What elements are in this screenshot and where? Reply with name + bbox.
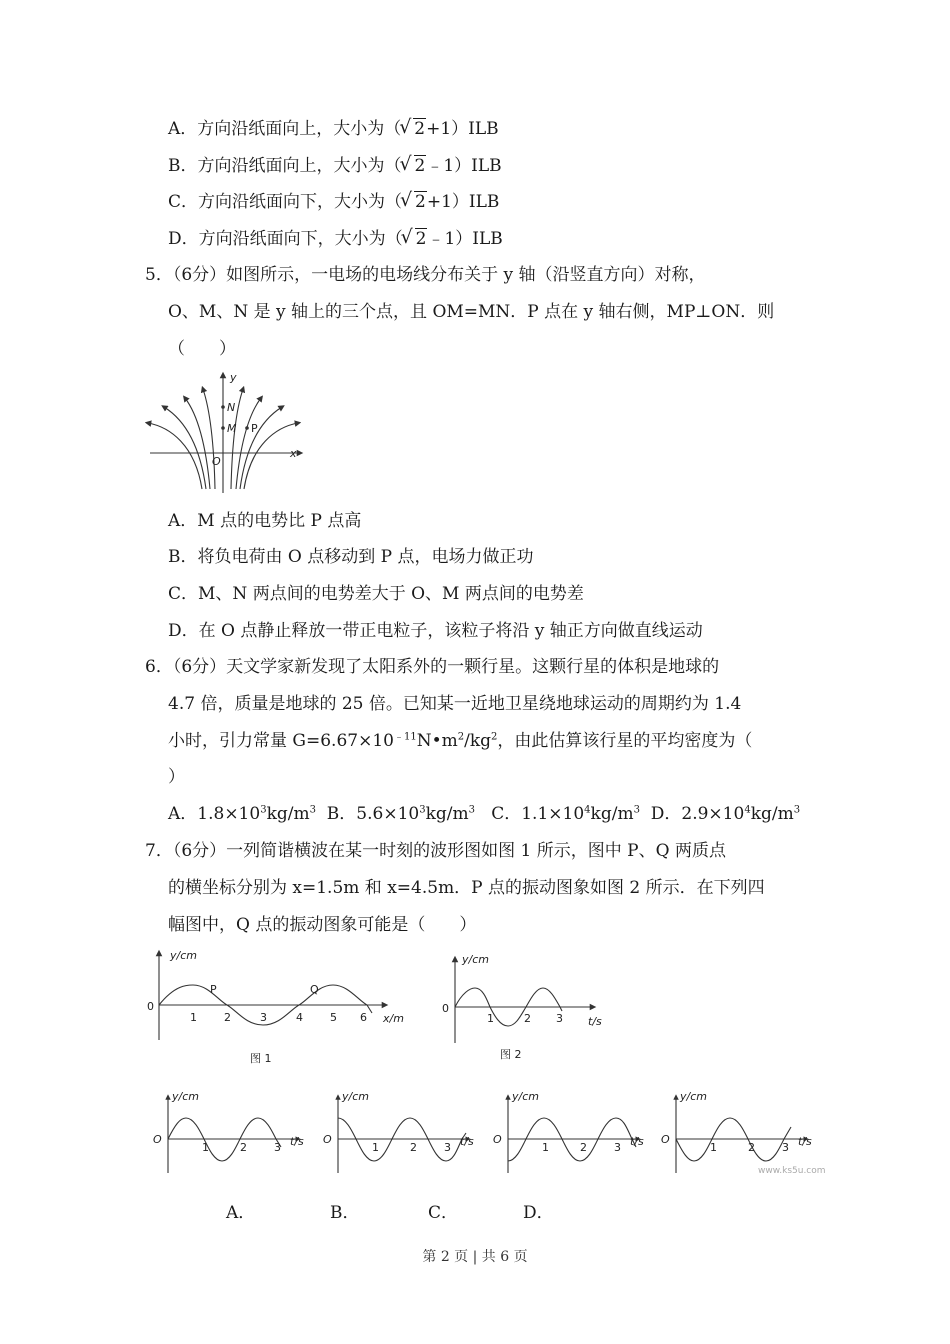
svg-text:1: 1 — [542, 1141, 549, 1154]
q6-option-a: A．$1.8\times 10^3kg/m^3$ — [168, 804, 316, 824]
svg-text:x/m: x/m — [383, 1012, 404, 1025]
svg-text:y: y — [230, 371, 237, 384]
svg-text:t/s: t/s — [588, 1015, 602, 1028]
vibration-figure-2 — [430, 945, 610, 1070]
svg-text:图 1: 图 1 — [250, 1052, 272, 1065]
svg-text:x: x — [290, 447, 297, 460]
svg-text:2: 2 — [524, 1012, 531, 1025]
electric-field-figure — [140, 365, 320, 500]
q6-option-b: B．$5.6\times 10^3kg/m^3$ — [326, 804, 475, 824]
svg-text:y/cm: y/cm — [342, 1090, 369, 1103]
svg-text:y/cm: y/cm — [680, 1090, 707, 1103]
q4-option-c: C．方向沿纸面向下，大小为（ √ 2+1）ILB — [168, 191, 499, 213]
sqrt-symbol: √ 2 — [402, 155, 427, 177]
svg-text:O: O — [493, 1133, 502, 1146]
q7-stem-line1: 7．（6分）一列简谐横波在某一时刻的波形图如图 1 所示，图中 P、Q 两质点 — [145, 841, 726, 861]
q7-stem-line2: 的横坐标分别为 x=1.5m 和 x=4.5m．P 点的振动图象如图 2 所示．在下列四 — [168, 878, 765, 898]
svg-text:3: 3 — [274, 1141, 281, 1154]
q5-stem-line1: 5．（6分）如图所示，一电场的电场线分布关于 y 轴（沿竖直方向）对称， — [145, 265, 706, 285]
svg-text:1: 1 — [372, 1141, 379, 1154]
q7-stem-line3: 幅图中，Q 点的振动图象可能是（ ） — [168, 915, 477, 935]
q7-choice-c-label: C． — [428, 1203, 459, 1223]
svg-text:t/s: t/s — [290, 1135, 304, 1148]
q6-stem-line4: ） — [168, 767, 185, 787]
q6-stem-line3: 小时，引力常量 $G=6.67\times 10^{﹣11}N•m^2/kg^2$，由此估算该行星的平均密度为（ — [168, 731, 753, 751]
wave-figure-1 — [140, 945, 420, 1070]
svg-text:O: O — [661, 1133, 670, 1146]
svg-text:2: 2 — [748, 1141, 755, 1154]
svg-text:2: 2 — [240, 1141, 247, 1154]
answer-graphs — [150, 1085, 840, 1180]
svg-text:O: O — [212, 455, 221, 468]
q7-choice-b-label: B． — [330, 1203, 360, 1223]
svg-text:5: 5 — [330, 1011, 337, 1024]
svg-text:y/cm: y/cm — [512, 1090, 539, 1103]
svg-text:0: 0 — [442, 1002, 449, 1015]
choice-graph-b — [323, 1090, 474, 1173]
q4-option-d: D．方向沿纸面向下，大小为（ √ 2﹣1）ILB — [168, 228, 503, 250]
svg-text:1: 1 — [487, 1012, 494, 1025]
q7-choice-d-label: D． — [523, 1203, 554, 1223]
q4-option-a: A．方向沿纸面向上，大小为（ √ 2+1）ILB — [168, 118, 499, 140]
svg-text:3: 3 — [260, 1011, 267, 1024]
svg-text:Q: Q — [310, 983, 319, 996]
svg-text:1: 1 — [202, 1141, 209, 1154]
svg-text:t/s: t/s — [460, 1135, 474, 1148]
q5-option-c: C．M、N 两点间的电势差大于 O、M 两点间的电势差 — [168, 584, 584, 604]
svg-text:N: N — [227, 401, 236, 414]
q6-option-c: C．$1.1\times 10^4kg/m^3$ — [491, 804, 640, 824]
svg-text:6: 6 — [360, 1011, 367, 1024]
q5-option-d: D．在 O 点静止释放一带正电粒子，该粒子将沿 y 轴正方向做直线运动 — [168, 621, 703, 641]
q5-stem-line3: （ ） — [168, 339, 236, 359]
q5-option-b: B．将负电荷由 O 点移动到 P 点，电场力做正功 — [168, 547, 534, 567]
svg-text:4: 4 — [296, 1011, 303, 1024]
svg-text:3: 3 — [444, 1141, 451, 1154]
q5-stem-line2: O、M、N 是 y 轴上的三个点，且 OM=MN．P 点在 y 轴右侧，MP⊥ON．则 — [168, 302, 775, 322]
svg-text:图 2: 图 2 — [500, 1048, 522, 1061]
q4-option-b: B．方向沿纸面向上，大小为（ √ 2﹣1）ILB — [168, 155, 502, 177]
svg-text:3: 3 — [556, 1012, 563, 1025]
svg-text:t/s: t/s — [630, 1135, 644, 1148]
svg-text:1: 1 — [710, 1141, 717, 1154]
page-footer: 第 2 页 | 共 6 页 — [422, 1249, 528, 1265]
q6-option-d: D．$2.9\times 10^4kg/m^3$ — [650, 804, 801, 824]
q6-stem-line2: 4.7 倍，质量是地球的 25 倍。已知某一近地卫星绕地球运动的周期约为 1.4 — [168, 694, 742, 714]
sqrt-symbol: √ 2 — [403, 228, 428, 250]
svg-text:O: O — [323, 1133, 332, 1146]
svg-text:2: 2 — [410, 1141, 417, 1154]
svg-text:y/cm: y/cm — [172, 1090, 199, 1103]
choice-graph-c — [493, 1090, 644, 1173]
svg-text:y/cm: y/cm — [462, 953, 489, 966]
svg-text:2: 2 — [224, 1011, 231, 1024]
svg-text:P: P — [251, 422, 258, 435]
q5-option-a: A．M 点的电势比 P 点高 — [168, 511, 362, 531]
svg-text:t/s: t/s — [798, 1135, 812, 1148]
svg-text:0: 0 — [147, 1000, 154, 1013]
svg-text:3: 3 — [614, 1141, 621, 1154]
svg-text:2: 2 — [580, 1141, 587, 1154]
sqrt-symbol: √ 2 — [401, 118, 426, 140]
svg-text:y/cm: y/cm — [170, 949, 197, 962]
svg-text:M: M — [227, 422, 237, 435]
svg-text:O: O — [153, 1133, 162, 1146]
choice-graph-d — [661, 1090, 826, 1176]
sqrt-symbol: √ 2 — [402, 191, 427, 213]
q6-stem-line1: 6．（6分）天文学家新发现了太阳系外的一颗行星。这颗行星的体积是地球的 — [145, 657, 720, 677]
svg-text:P: P — [210, 983, 217, 996]
q6-options — [168, 803, 800, 825]
svg-text:1: 1 — [190, 1011, 197, 1024]
q7-choice-a-label: A． — [226, 1203, 256, 1223]
svg-text:3: 3 — [782, 1141, 789, 1154]
choice-graph-a — [153, 1090, 304, 1173]
svg-text:www.ks5u.com: www.ks5u.com — [758, 1166, 826, 1176]
